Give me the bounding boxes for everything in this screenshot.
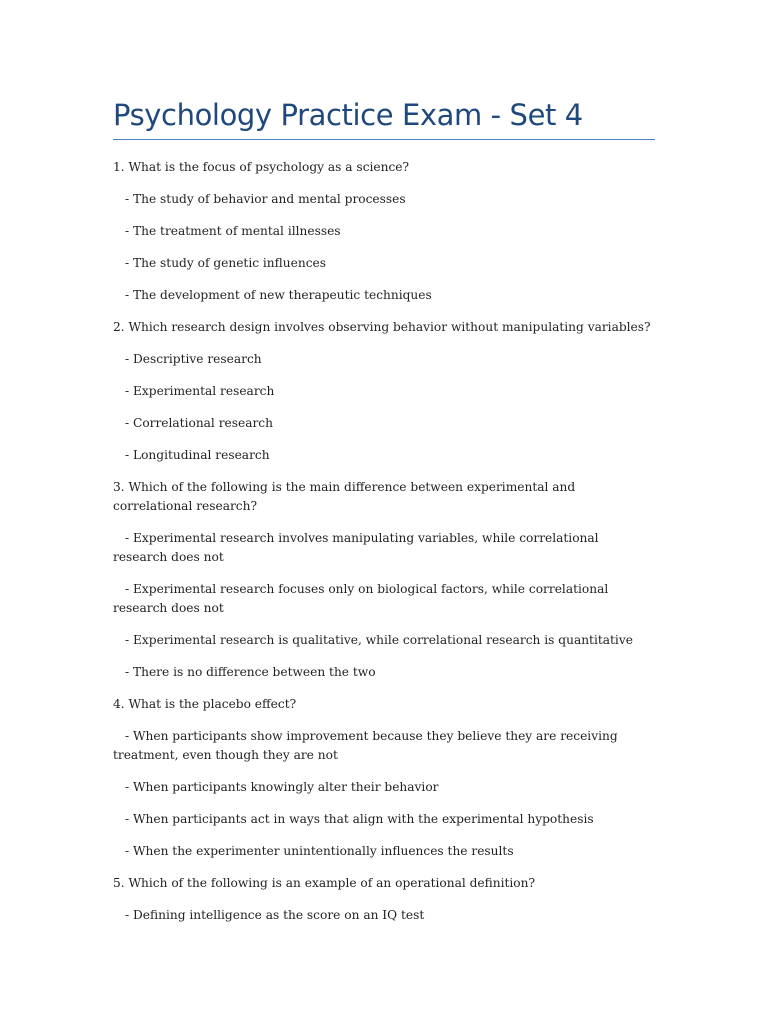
- option-text: - The study of genetic influences: [125, 256, 326, 270]
- question-2-option-2: [113, 382, 655, 401]
- question-4-option-3: [113, 810, 655, 829]
- question-1-option-4: [113, 286, 655, 305]
- question-3-option-4: [113, 663, 655, 682]
- question-2-option-1: [113, 350, 655, 369]
- option-text: - Descriptive research: [125, 352, 262, 366]
- option-text: - Experimental research: [125, 384, 275, 398]
- option-text: - There is no difference between the two: [125, 665, 376, 679]
- option-text: - The study of behavior and mental processes: [125, 192, 406, 206]
- option-text: - Longitudinal research: [125, 448, 270, 462]
- option-text: - Correlational research: [125, 416, 273, 430]
- option-text: - When the experimenter unintentionally influences the results: [125, 844, 514, 858]
- option-text: - When participants knowingly alter their behavior: [125, 780, 439, 794]
- question-3: 3. Which of the following is the main difference between experimental and correlational research?: [113, 480, 576, 513]
- question-4: 4. What is the placebo effect?: [113, 697, 297, 711]
- option-text: - Defining intelligence as the score on an IQ test: [125, 908, 425, 922]
- question-5-option-1: [113, 906, 655, 925]
- option-text: - When participants show improvement because they believe they are receiving treatment, even though they are not: [113, 729, 618, 762]
- question-4-option-4: [113, 842, 655, 861]
- document-body: [113, 158, 655, 925]
- question-3-option-1: [113, 529, 655, 567]
- option-text: - Experimental research is qualitative, while correlational research is quantitative: [125, 633, 633, 647]
- question-4-option-2: [113, 778, 655, 797]
- option-text: - The development of new therapeutic techniques: [125, 288, 432, 302]
- document-page: [113, 96, 655, 938]
- question-1-option-2: [113, 222, 655, 241]
- question-4-option-1: [113, 727, 655, 765]
- question-5: 5. Which of the following is an example of an operational definition?: [113, 876, 536, 890]
- option-text: - When participants act in ways that align with the experimental hypothesis: [125, 812, 594, 826]
- question-2: 2. Which research design involves observing behavior without manipulating variables?: [113, 320, 651, 334]
- option-text: - Experimental research focuses only on biological factors, while correlational research does not: [113, 582, 609, 615]
- document-title: Psychology Practice Exam - Set 4: [113, 98, 583, 132]
- title-divider: [113, 139, 655, 140]
- question-1: 1. What is the focus of psychology as a science?: [113, 160, 410, 174]
- option-text: - The treatment of mental illnesses: [125, 224, 341, 238]
- question-2-option-3: [113, 414, 655, 433]
- question-3-option-2: [113, 580, 655, 618]
- question-2-option-4: [113, 446, 655, 465]
- question-1-option-3: [113, 254, 655, 273]
- question-3-option-3: [113, 631, 655, 650]
- question-1-option-1: [113, 190, 655, 209]
- option-text: - Experimental research involves manipulating variables, while correlational research does not: [113, 531, 599, 564]
